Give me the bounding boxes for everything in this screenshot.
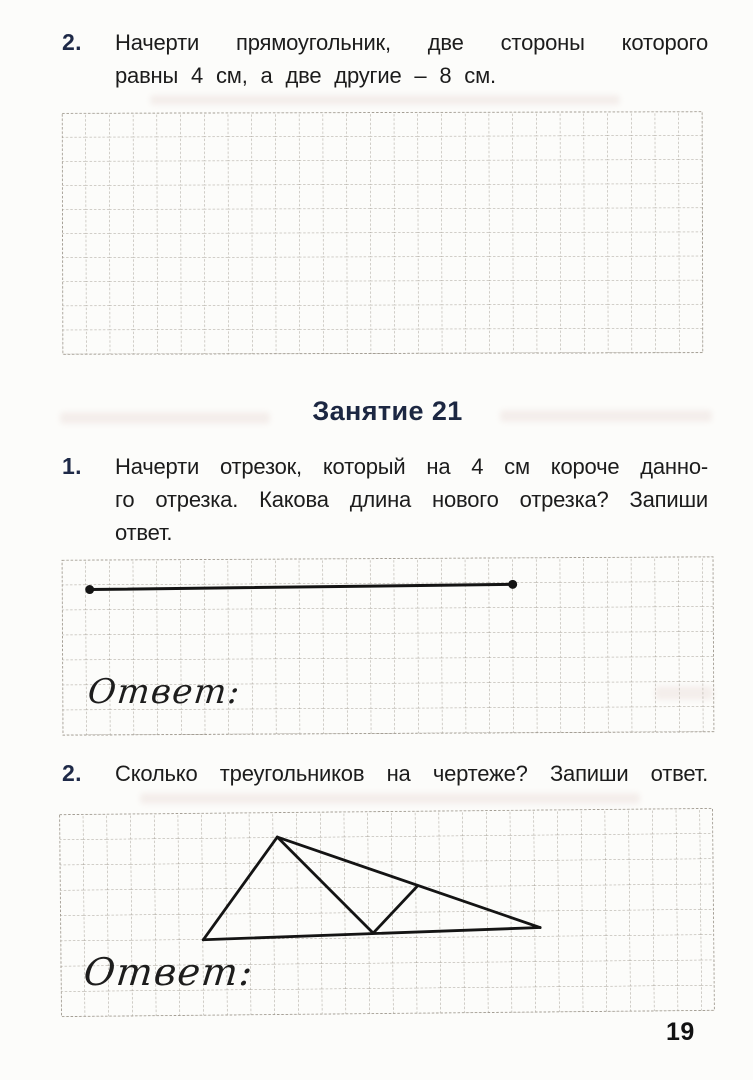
task-text bbox=[115, 757, 708, 790]
lesson-heading: Занятие 21 bbox=[312, 396, 463, 426]
answer-label: Ответ: bbox=[85, 672, 243, 712]
task-item-segment bbox=[62, 450, 708, 549]
page-number: 19 bbox=[666, 1018, 695, 1046]
bleedthrough-smudge bbox=[150, 95, 620, 105]
bleedthrough-smudge bbox=[140, 793, 640, 804]
grid-paper-empty bbox=[62, 111, 704, 355]
task-number: 1. bbox=[62, 453, 82, 479]
task-number: 2. bbox=[62, 29, 82, 55]
task-text-line: го отрезка. Какова длина нового отрезка? Запиши bbox=[115, 487, 708, 512]
task-item-rectangle bbox=[62, 26, 708, 92]
task-item-triangles bbox=[62, 757, 708, 790]
task-text-line: Начерти отрезок, который на 4 см короче данно- bbox=[115, 454, 708, 479]
task-text-line: Начерти прямоугольник, две стороны которого bbox=[115, 30, 708, 55]
task-text-line: равны 4 см, а две другие – 8 см. bbox=[115, 63, 496, 88]
task-text-line: ответ. bbox=[115, 520, 173, 545]
task-text bbox=[115, 26, 708, 92]
answer-label: Ответ: bbox=[81, 950, 256, 994]
task-text bbox=[115, 450, 708, 549]
task-number: 2. bbox=[62, 760, 82, 786]
task-text-line: Сколько треугольников на чертеже? Запиши ответ. bbox=[115, 761, 708, 786]
